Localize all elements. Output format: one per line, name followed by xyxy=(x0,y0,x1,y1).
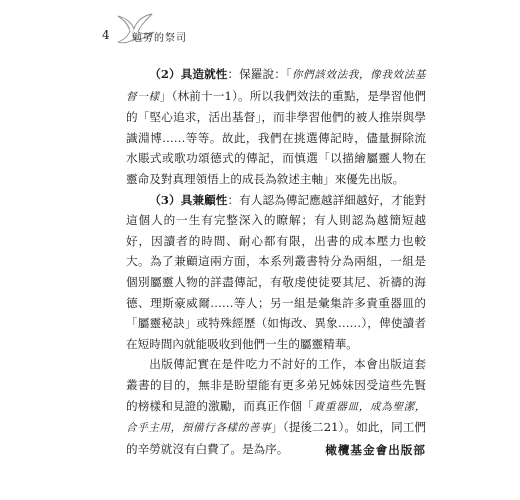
paragraph-text: ：有人認為傳記應越詳細越好，才能對這個人的一生有完整深入的瞭解；有人則認為越簡短越好，因讀者的時間、耐心都有限，出書的成本壓力也較大。為了兼顧這兩方面，本系列叢書特分為兩組，一組是個別屬靈人物的詳盡傳記，有敬虔使徒要其尼、祈禱的海德、理斯豪威爾……等人；另一組是彙集許多貴重器皿的「屬靈秘訣」或特殊經歷（如悔改、異象……），俾使讀者在短時間內就能吸收到他們一生的屬靈精華。 xyxy=(126,192,426,351)
body-text xyxy=(126,64,426,459)
scripture-quote: 貴重器皿，成為聖潔，合乎主用，預備行各樣的善事 xyxy=(126,400,426,435)
paragraph-lead: （2）具造就性 xyxy=(149,67,228,81)
scripture-quote: 你們該效法我，像我效法基督一樣 xyxy=(126,69,426,103)
page-header xyxy=(102,12,302,52)
signature: 橄欖基金會出版部 xyxy=(325,443,426,457)
running-title: 勉勞的祭司 xyxy=(132,33,187,44)
paragraph-3 xyxy=(126,190,426,355)
paragraph-text: ：保羅說：「 xyxy=(227,67,292,81)
paragraph-text: 」（提後二21）。如此，同工們的辛勞就沒有白費了。是為序。 xyxy=(126,420,426,456)
paragraph-text: 出版傳記實在是件吃力不討好的工作，本會出版這套叢書的目的，無非是盼望能有更多弟兄姊妹因受這些先賢的榜樣和見證的激勵，而真正作個「 xyxy=(126,357,426,413)
paragraph-lead: （3）具兼顧性 xyxy=(149,192,228,207)
paragraph-text: 」（林前十一1）。所以我們效法的重點，是學習他們的「堅心追求，活出基督」，而非學習他們的被人推崇與學識淵博……等等。故此，我們在挑選傳記時，儘量摒除流水賬式或歌功頌德式的傳記，而慎選「以描繪屬靈人物在靈命及對真理領悟上的成長為敘述主軸」來優先出版。 xyxy=(126,88,427,186)
paragraph-2 xyxy=(126,64,426,190)
page-number: 4 xyxy=(102,28,110,42)
